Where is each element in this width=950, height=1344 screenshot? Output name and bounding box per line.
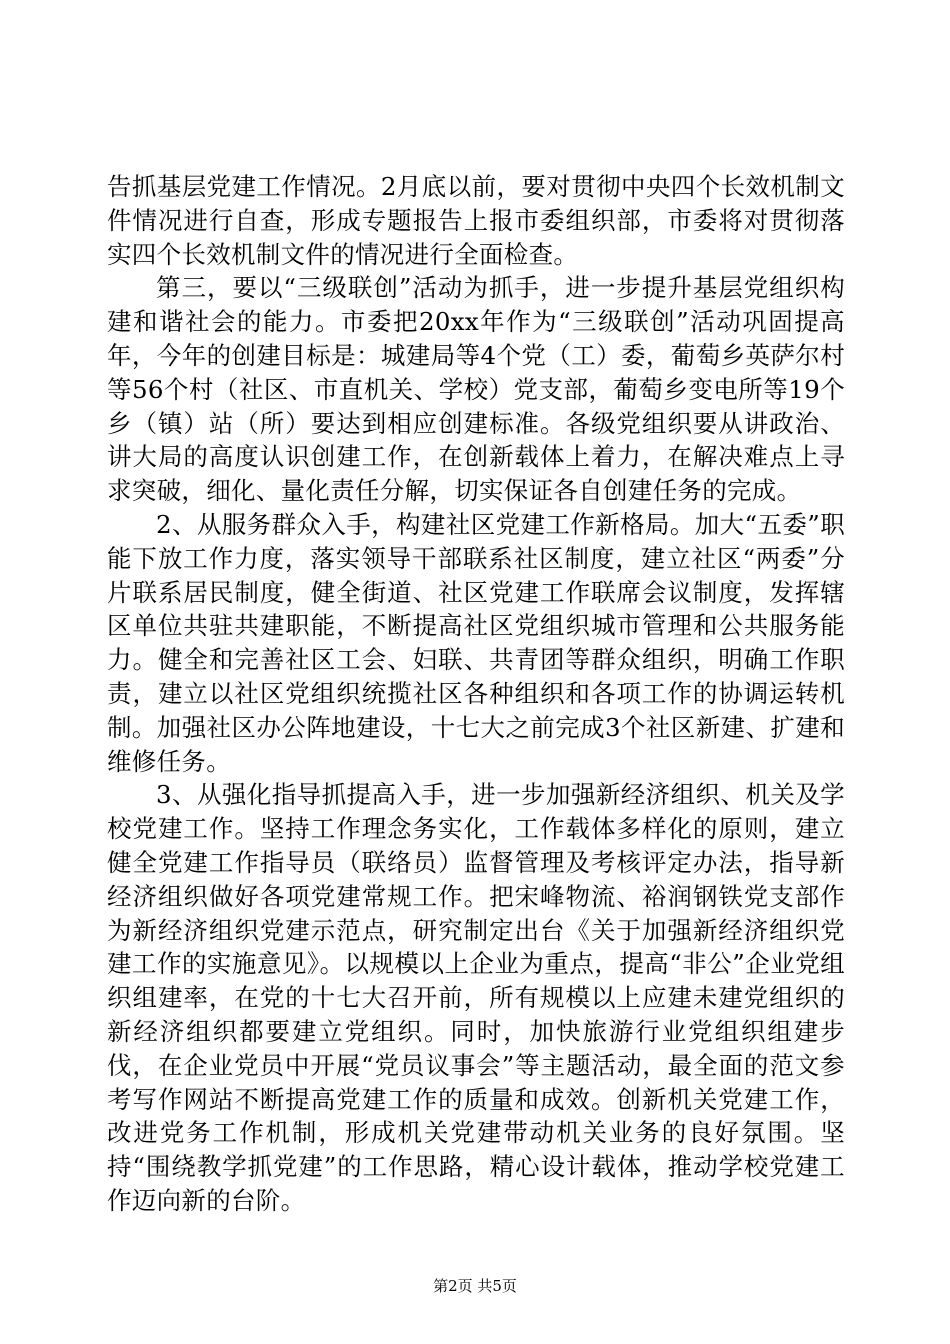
paragraph-2: 第三，要以“三级联创”活动为抓手，进一步提升基层党组织构建和谐社会的能力。市委把20xx年作为“三级联创”活动巩固提高年，今年的创建目标是：城建局等4个党（工）委，葡萄乡英萨尔村等56个村（社区、市直机关、学校）党支部，葡萄乡变电所等19个乡（镇）站（所）要达到相应创建标准。各级党组织要从讲政治、讲大局的高度认识创建工作，在创新载体上着力，在解决难点上寻求突破，细化、量化责任分解，切实保证各自创建任务的完成。 (107, 273, 845, 506)
document-body (107, 170, 845, 1218)
paragraph-3: 2、从服务群众入手，构建社区党建工作新格局。加大“五委”职能下放工作力度，落实领导干部联系社区制度，建立社区“两委”分片联系居民制度，健全街道、社区党建工作联席会议制度，发挥辖区单位共驻共建职能，不断提高社区党组织城市管理和公共服务能力。健全和完善社区工会、妇联、共青团等群众组织，明确工作职责，建立以社区党组织统揽社区各种组织和各项工作的协调运转机制。加强社区办公阵地建设，十七大之前完成3个社区新建、扩建和维修任务。 (107, 509, 846, 776)
paragraph-4: 3、从强化指导抓提高入手，进一步加强新经济组织、机关及学校党建工作。坚持工作理念务实化，工作载体多样化的原则，建立健全党建工作指导员（联络员）监督管理及考核评定办法，指导新经济组织做好各项党建常规工作。把宋峰物流、裕润钢铁党支部作为新经济组织党建示范点，研究制定出台《关于加强新经济组织党建工作的实施意见》。以规模以上企业为重点，提高“非公”企业党组织组建率，在党的十七大召开前，所有规模以上应建未建党组织的新经济组织都要建立党组织。同时，加快旅游行业党组织组建步伐，在企业党员中开展“党员议事会”等主题活动，最全面的范文参考写作网站不断提高党建工作的质量和成效。创新机关党建工作，改进党务工作机制，形成机关党建带动机关业务的良好氛围。坚持“围绕教学抓党建”的工作思路，精心设计载体，推动学校党建工作迈向新的台阶。 (107, 780, 845, 1215)
page-number-footer: 第2页 共5页 (433, 1277, 517, 1295)
paragraph-1: 告抓基层党建工作情况。2月底以前，要对贯彻中央四个长效机制文件情况进行自查，形成专题报告上报市委组织部，市委将对贯彻落实四个长效机制文件的情况进行全面检查。 (107, 172, 845, 269)
